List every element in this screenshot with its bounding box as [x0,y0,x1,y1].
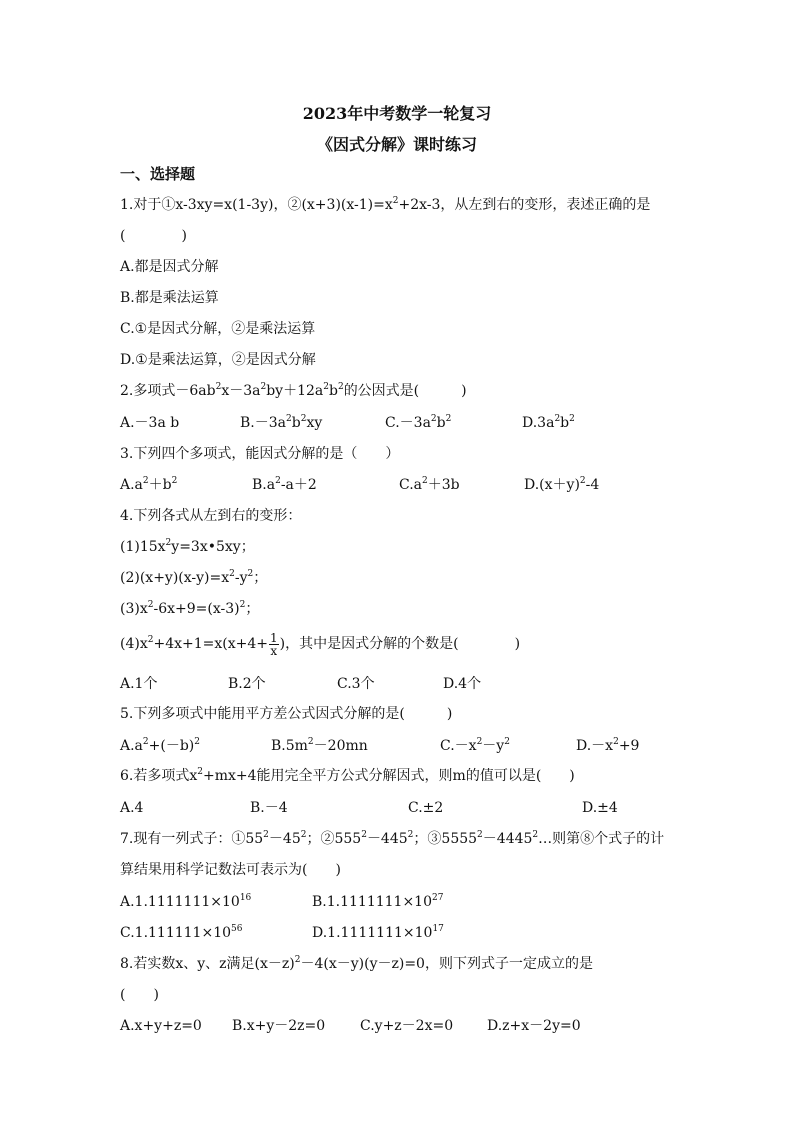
question-5-option-c: $C.-x^2-y^2$ [440,737,510,754]
question-8-option-a: A.x+y+z=0 [120,1018,202,1034]
question-3-option-d: $D.(x+y)^2-4$ [524,476,600,493]
question-7-option-d: $D.1.1111111\times 10^{17}$ [312,924,444,941]
question-3-option-b: $B.a^2-a+2$ [252,476,317,493]
question-7-stem-line-1: 7.现有一列式子：$①55^2-45^2$；$②555^2-445^2$；$③5555^2-4445^2\dots$则第⑧个式子的计 [120,830,665,847]
question-4-item-4: $(4)x^2+4x+1=x(x+4+$ $\frac{1}{x}$ )，其中是因式分解的个数是( ) [120,630,521,658]
question-8-option-d: D.z+x－2y=0 [487,1018,581,1034]
question-1-option-b: B.都是乘法运算 [120,290,219,306]
question-5-stem: 5.下列多项式中能用平方差公式因式分解的是( ) [120,706,453,722]
question-4-option-c: C.3个 [337,676,375,692]
question-7-option-c: $C.1.111111\times 10^{56}$ [120,924,243,941]
question-8-option-c: C.y+z－2x=0 [360,1018,454,1034]
question-2-option-a: A.－3a b [120,415,180,431]
question-8-stem: 8.若实数x、y、z满足$(x-z)^2-4(x-y)(y-z)=0$，则下列式子一定成立的是 [120,955,593,972]
question-4-item-1: $(1)15x^2y=3x•5xy$； [120,538,255,555]
question-2-option-d: $D.3a^2b^2$ [522,414,575,431]
question-1-option-c: C.①是因式分解，②是乘法运算 [120,321,316,337]
question-8-option-b: B.x+y－2z=0 [232,1018,326,1034]
question-2-option-b: $B.-3a^2b^2xy$ [240,414,323,431]
question-6-option-d: D.±4 [582,800,618,816]
question-6-option-b: B.－4 [250,800,288,816]
question-4-item-3: $(3)x^2-6x+9=(x-3)^2$； [120,600,260,617]
question-7-option-b: $B.1.1111111\times 10^{27}$ [312,893,444,910]
question-6-stem: 6.若多项式$x^2+mx+4$能用完全平方公式分解因式，则m的值可以是( ) [120,767,575,784]
section-heading: 一、选择题 [120,165,196,183]
question-7-option-a: $A.1.1111111\times 10^{16}$ [120,893,252,910]
question-5-option-a: $A.a^2+(-b)^2$ [120,737,201,754]
page-subtitle: 《因式分解》课时练习 [316,135,477,154]
question-4-option-b: B.2个 [228,676,266,692]
question-7-stem-line-2: 算结果用科学记数法可表示为( ) [120,862,341,878]
question-5-option-d: $D.-x^2+9$ [576,737,640,754]
question-2-stem: 2.多项式$-6ab^2x-3a^2by+12a^2b^2$的公因式是( ) [120,382,467,399]
question-1-option-a: A.都是因式分解 [120,259,219,275]
page-title: 2023年中考数学一轮复习 [302,104,492,123]
question-4-option-d: D.4个 [443,676,482,692]
question-1-option-d: D.①是乘法运算，②是因式分解 [120,352,316,368]
question-6-option-c: C.±2 [408,800,444,816]
question-8-blank: ( ) [120,987,159,1003]
question-3-option-c: $C.a^2+3b$ [399,476,460,493]
question-5-option-b: $B.5m^2-20mn$ [271,737,368,754]
question-3-stem: 3.下列四个多项式，能因式分解的是（ ） [120,446,400,462]
question-1-blank: ( ) [120,228,187,244]
question-2-option-c: $C.-3a^2b^2$ [385,414,452,431]
question-1-stem: 1.对于①x-3xy=x(1-3y)，$②(x+3)(x-1)=x^2+2x-3$，从左到右的变形，表述正确的是 [120,196,651,213]
question-3-option-a: $A.a^2+b^2$ [120,476,178,493]
question-6-option-a: A.4 [120,800,144,816]
question-4-item-2: $(2)(x+y)(x-y)=x^2-y^2$； [120,569,268,586]
question-4-stem: 4.下列各式从左到右的变形： [120,508,302,524]
question-4-option-a: A.1个 [120,676,158,692]
fraction-one-over-x: $\frac{1}{x}$ [270,630,278,658]
